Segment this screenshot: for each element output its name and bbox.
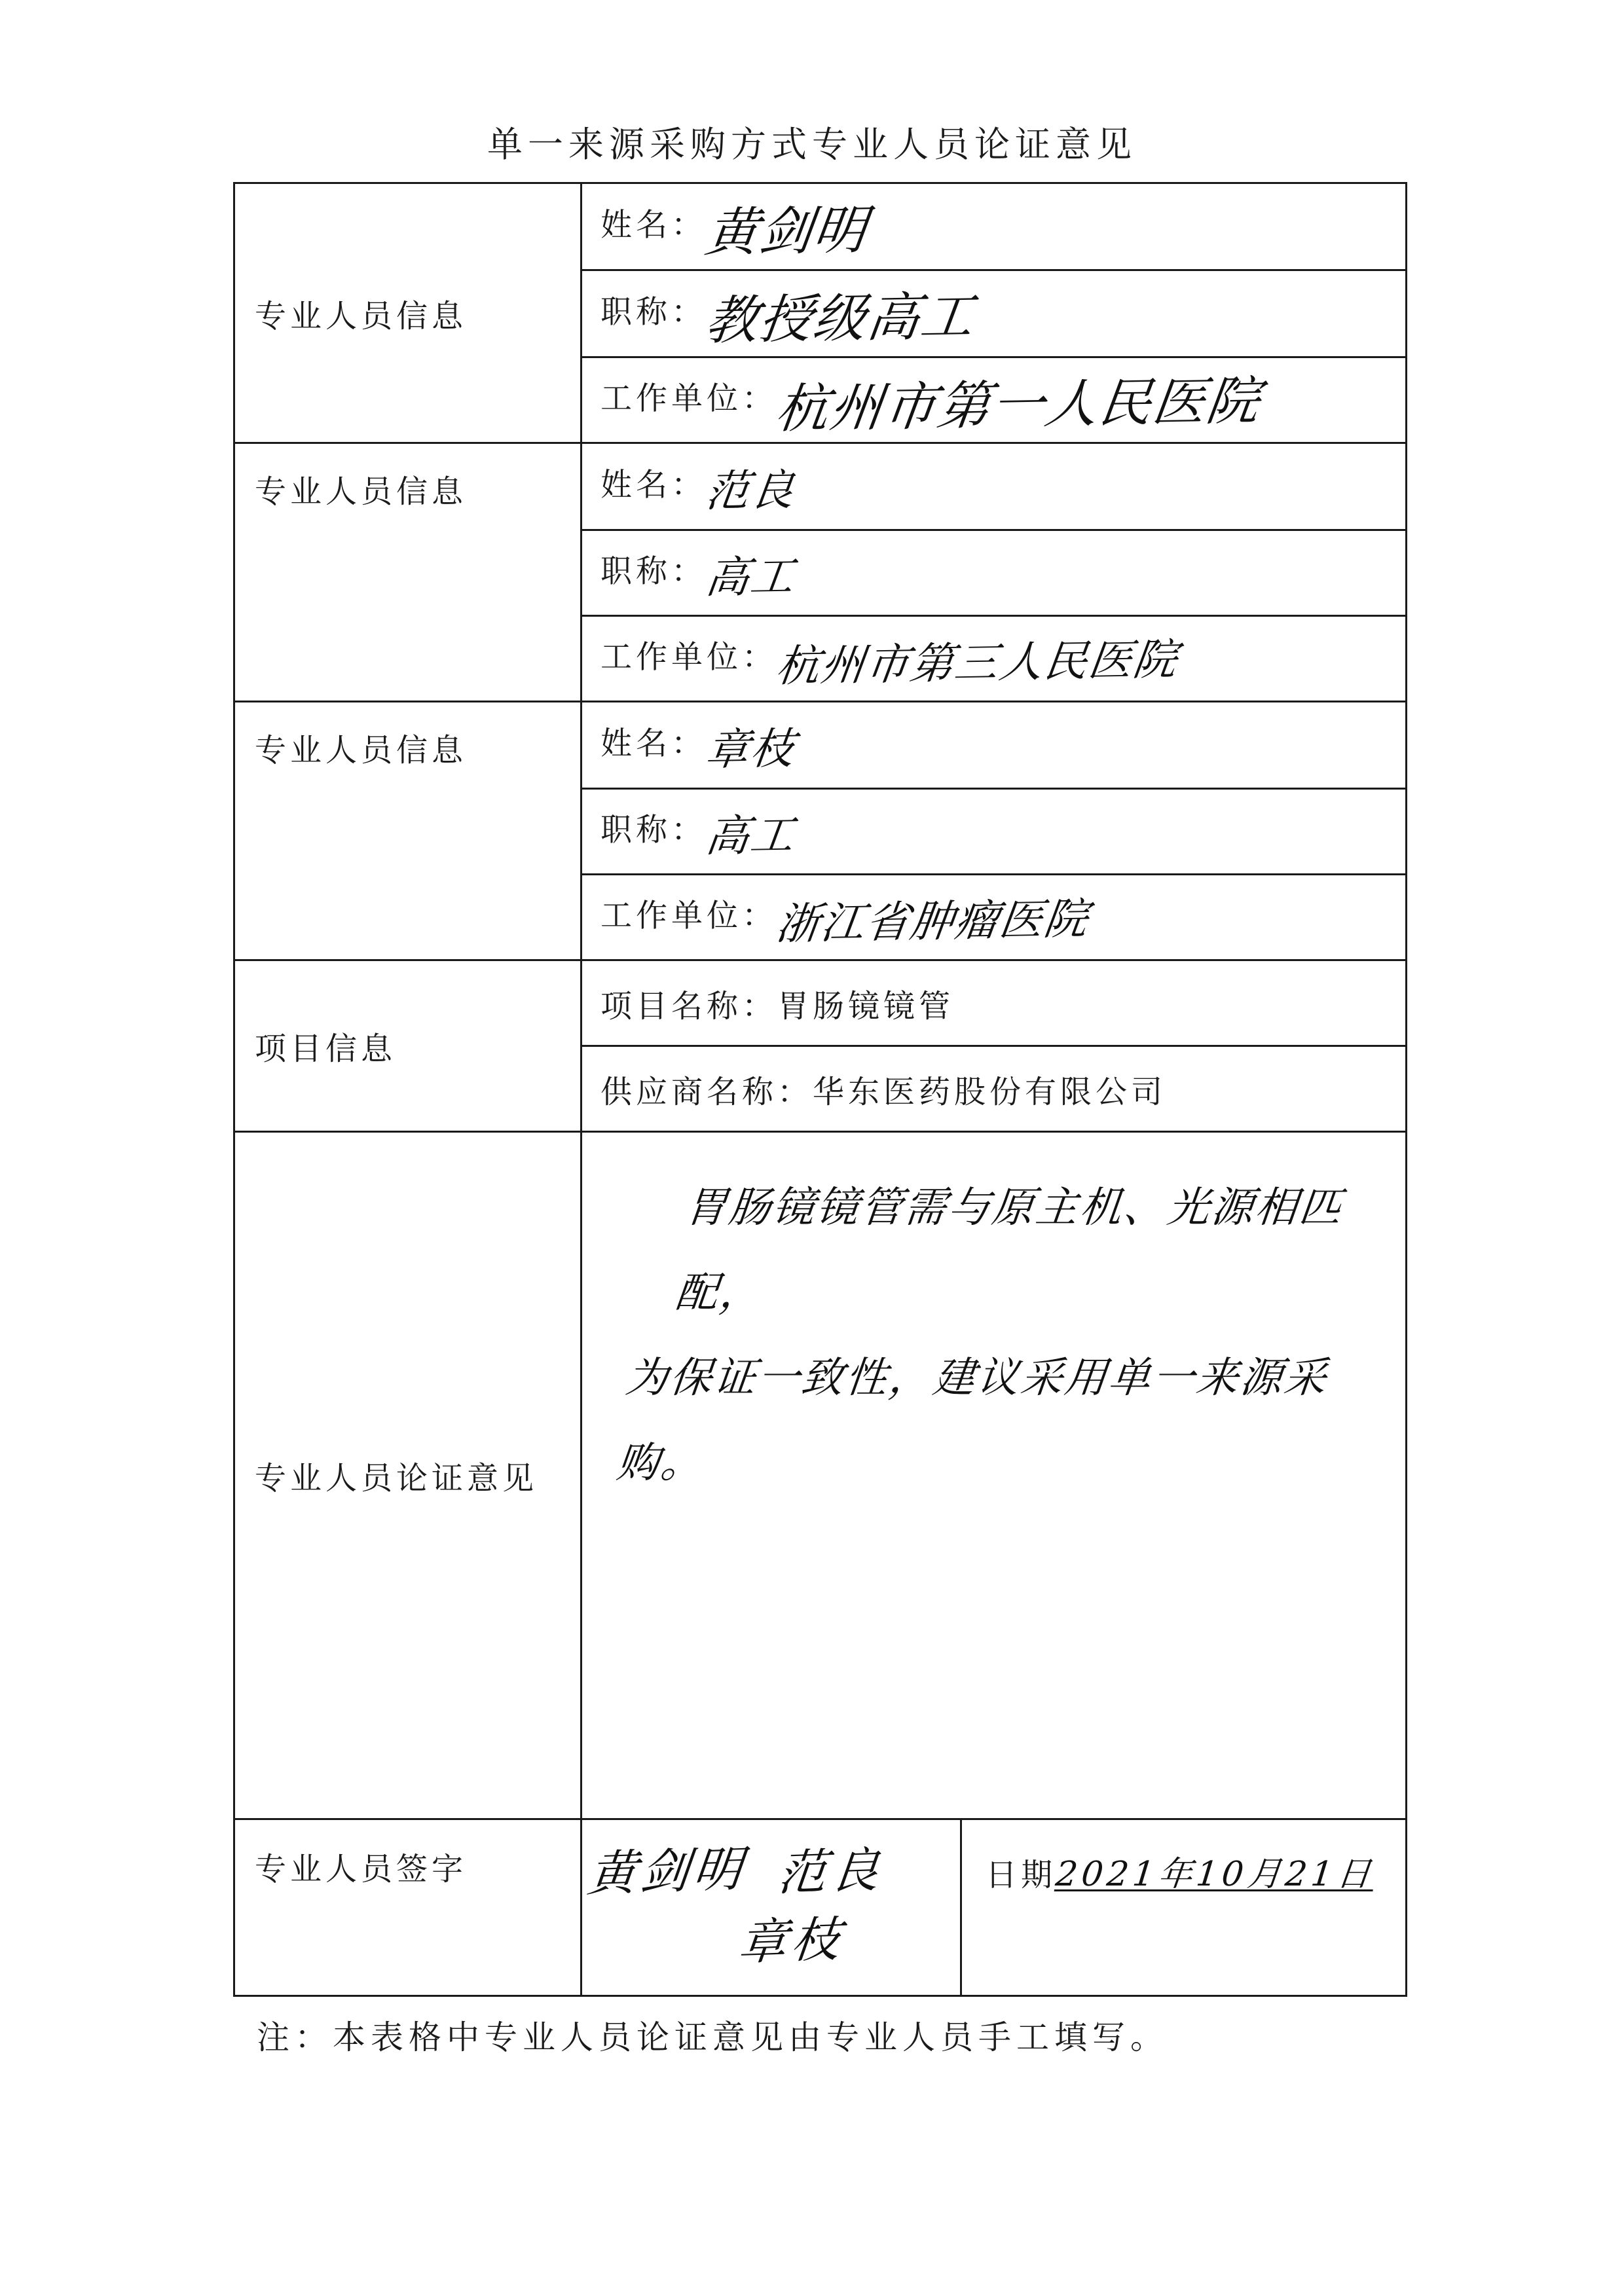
signature-1: 黄剑明	[585, 1840, 749, 1903]
unit-label: 工作单位：	[600, 638, 778, 675]
expert-3-title-row	[581, 789, 1407, 875]
name-label: 姓名：	[600, 466, 707, 503]
opinion-content	[581, 1132, 1407, 1819]
expert-1-title-handwritten: 教授级高工	[701, 285, 979, 352]
opinion-line-1: 胃肠镜镜管需与原主机、光源相匹配，	[673, 1184, 1346, 1317]
footnote: 注：本表格中专业人员论证意见由专业人员手工填写。	[257, 2018, 1168, 2056]
expert-2-unit-row	[581, 616, 1407, 702]
name-label: 姓名：	[600, 206, 707, 243]
signature-label: 专业人员签字	[234, 1819, 581, 1996]
unit-label: 工作单位：	[600, 897, 778, 934]
name-label: 姓名：	[600, 725, 707, 761]
opinion-label: 专业人员论证意见	[234, 1132, 581, 1819]
signature-2: 范良	[775, 1842, 887, 1902]
opinion-line-2: 为保证一致性，建议采用单一来源采购。	[614, 1354, 1331, 1487]
signature-area	[581, 1819, 961, 1996]
expert-1-name-row	[581, 183, 1407, 270]
project-name-value: 胃肠镜镜管	[777, 987, 955, 1025]
expert-2-title-handwritten: 高工	[703, 551, 799, 603]
expert-1-title-row	[581, 270, 1407, 357]
expert-2-name-handwritten: 范良	[703, 464, 799, 517]
expert-2-title-row	[581, 530, 1407, 616]
unit-label: 工作单位：	[600, 380, 778, 416]
expert-opinion-form	[233, 182, 1407, 1997]
expert-3-title-handwritten: 高工	[703, 809, 799, 862]
signature-3: 章枝	[735, 1911, 847, 1971]
expert-1-unit-handwritten: 杭州市第一人民医院	[772, 370, 1264, 439]
title-label: 职称：	[600, 293, 707, 330]
project-name-row	[581, 960, 1407, 1046]
supplier-name-label: 供应商名称：	[600, 1073, 813, 1110]
expert-1-name-handwritten: 黄剑明	[702, 199, 872, 263]
title-label: 职称：	[600, 811, 707, 848]
title-label: 职称：	[600, 553, 707, 589]
expert-1-section-label: 专业人员信息	[234, 183, 581, 443]
expert-3-name-handwritten: 章枝	[703, 723, 799, 775]
expert-2-name-row	[581, 443, 1407, 530]
project-info-label: 项目信息	[234, 960, 581, 1132]
document-title: 单一来源采购方式专业人员论证意见	[487, 124, 1137, 165]
expert-3-unit-handwritten: 浙江省肿瘤医院	[773, 893, 1092, 949]
date-label: 日期	[986, 1857, 1057, 1893]
date-area	[961, 1819, 1407, 1996]
expert-3-section-label: 专业人员信息	[234, 702, 581, 960]
signature-line-1	[582, 1833, 960, 1903]
expert-2-section-label: 专业人员信息	[234, 443, 581, 702]
date-handwritten: 2021年10月21日	[1054, 1855, 1377, 1894]
signature-line-2	[582, 1903, 960, 1972]
project-name-label: 项目名称：	[600, 987, 778, 1025]
supplier-row	[581, 1046, 1407, 1132]
expert-3-unit-row	[581, 875, 1407, 960]
supplier-name-value: 华东医药股份有限公司	[813, 1073, 1167, 1110]
expert-1-unit-row	[581, 357, 1407, 443]
expert-2-unit-handwritten: 杭州市第三人民医院	[773, 634, 1181, 691]
expert-3-name-row	[581, 702, 1407, 789]
